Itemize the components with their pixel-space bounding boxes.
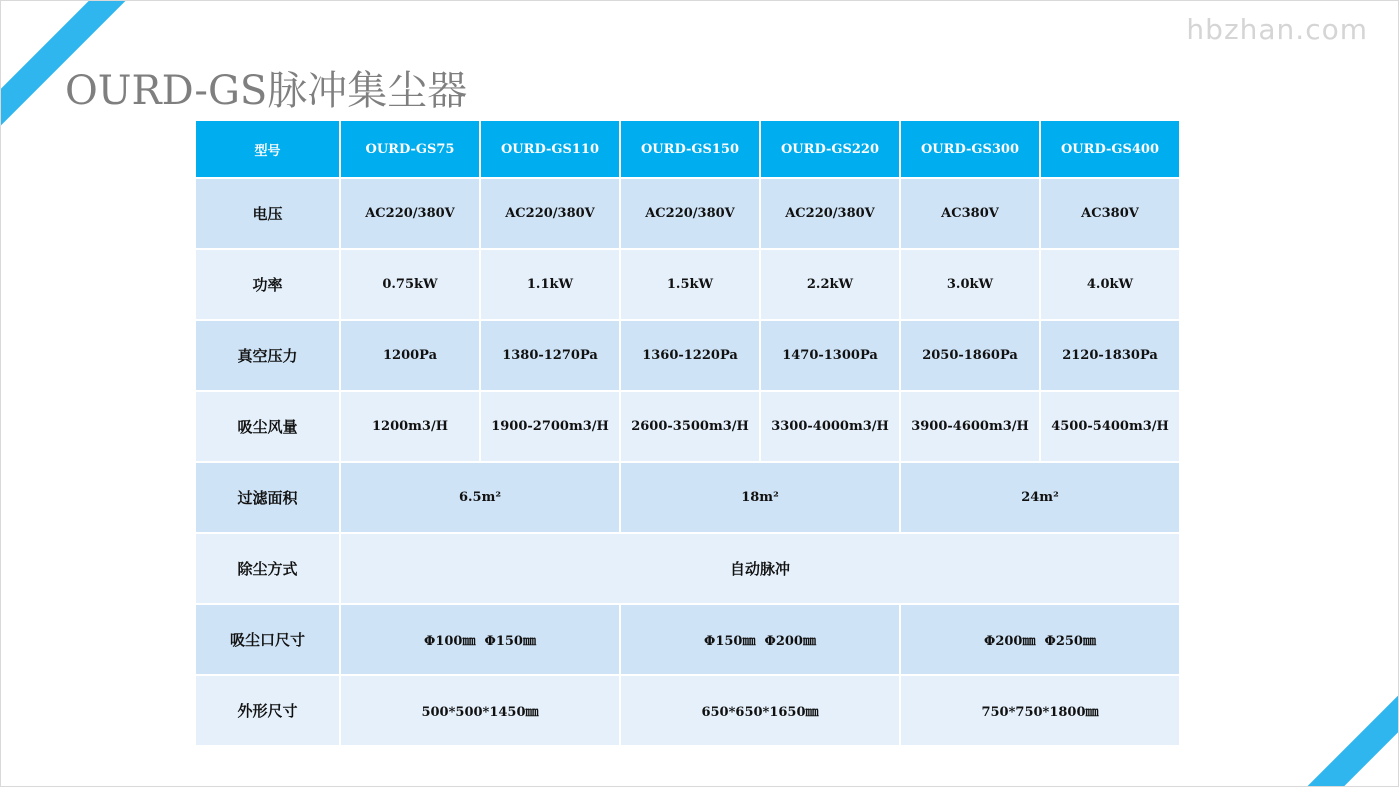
table-cell: 6.5m² <box>340 462 620 533</box>
table-row-filter-area <box>195 462 1180 533</box>
table-cell: Φ100㎜ Φ150㎜ <box>340 604 620 675</box>
table-cell: 3300-4000m3/H <box>760 391 900 462</box>
row-label: 外形尺寸 <box>195 675 340 746</box>
table-cell: AC220/380V <box>340 178 480 249</box>
table-cell: AC380V <box>1040 178 1180 249</box>
row-label: 电压 <box>195 178 340 249</box>
table-cell: 4.0kW <box>1040 249 1180 320</box>
table-cell: 1.1kW <box>480 249 620 320</box>
table-row-power <box>195 249 1180 320</box>
row-label: 吸尘风量 <box>195 391 340 462</box>
model-header: OURD-GS300 <box>900 120 1040 178</box>
table-cell: 2600-3500m3/H <box>620 391 760 462</box>
model-header: OURD-GS150 <box>620 120 760 178</box>
table-row-voltage <box>195 178 1180 249</box>
table-cell: 2050-1860Pa <box>900 320 1040 391</box>
row-label: 真空压力 <box>195 320 340 391</box>
watermark: hbzhan.com <box>1186 13 1368 46</box>
header-label: 型号 <box>195 120 340 178</box>
table-cell: 1470-1300Pa <box>760 320 900 391</box>
model-header: OURD-GS220 <box>760 120 900 178</box>
spec-table <box>194 119 1181 747</box>
table-cell: AC220/380V <box>480 178 620 249</box>
table-cell: Φ200㎜ Φ250㎜ <box>900 604 1180 675</box>
table-row-vacuum <box>195 320 1180 391</box>
table-cell: 2120-1830Pa <box>1040 320 1180 391</box>
table-cell: 3900-4600m3/H <box>900 391 1040 462</box>
table-cell: AC380V <box>900 178 1040 249</box>
table-row-inlet <box>195 604 1180 675</box>
model-header: OURD-GS75 <box>340 120 480 178</box>
table-row-dimensions <box>195 675 1180 746</box>
table-cell: 24m² <box>900 462 1180 533</box>
row-label: 除尘方式 <box>195 533 340 604</box>
table-cell: Φ150㎜ Φ200㎜ <box>620 604 900 675</box>
table-cell: 750*750*1800㎜ <box>900 675 1180 746</box>
table-header-row <box>195 120 1180 178</box>
table-cell: 0.75kW <box>340 249 480 320</box>
table-cell: AC220/380V <box>760 178 900 249</box>
corner-stripe-bottom-right <box>1280 650 1399 787</box>
table-cell: 1360-1220Pa <box>620 320 760 391</box>
table-cell: AC220/380V <box>620 178 760 249</box>
table-cell: 18m² <box>620 462 900 533</box>
table-row-airflow <box>195 391 1180 462</box>
row-label: 吸尘口尺寸 <box>195 604 340 675</box>
row-label: 过滤面积 <box>195 462 340 533</box>
table-cell: 3.0kW <box>900 249 1040 320</box>
table-cell: 1.5kW <box>620 249 760 320</box>
table-cell: 2.2kW <box>760 249 900 320</box>
table-cell: 4500-5400m3/H <box>1040 391 1180 462</box>
model-header: OURD-GS110 <box>480 120 620 178</box>
table-cell: 1200Pa <box>340 320 480 391</box>
table-row-cleaning <box>195 533 1180 604</box>
table-cell: 自动脉冲 <box>340 533 1180 604</box>
table-cell: 500*500*1450㎜ <box>340 675 620 746</box>
model-header: OURD-GS400 <box>1040 120 1180 178</box>
table-cell: 650*650*1650㎜ <box>620 675 900 746</box>
table-cell: 1200m3/H <box>340 391 480 462</box>
row-label: 功率 <box>195 249 340 320</box>
table-cell: 1900-2700m3/H <box>480 391 620 462</box>
page-title: OURD-GS脉冲集尘器 <box>65 68 468 114</box>
table-cell: 1380-1270Pa <box>480 320 620 391</box>
